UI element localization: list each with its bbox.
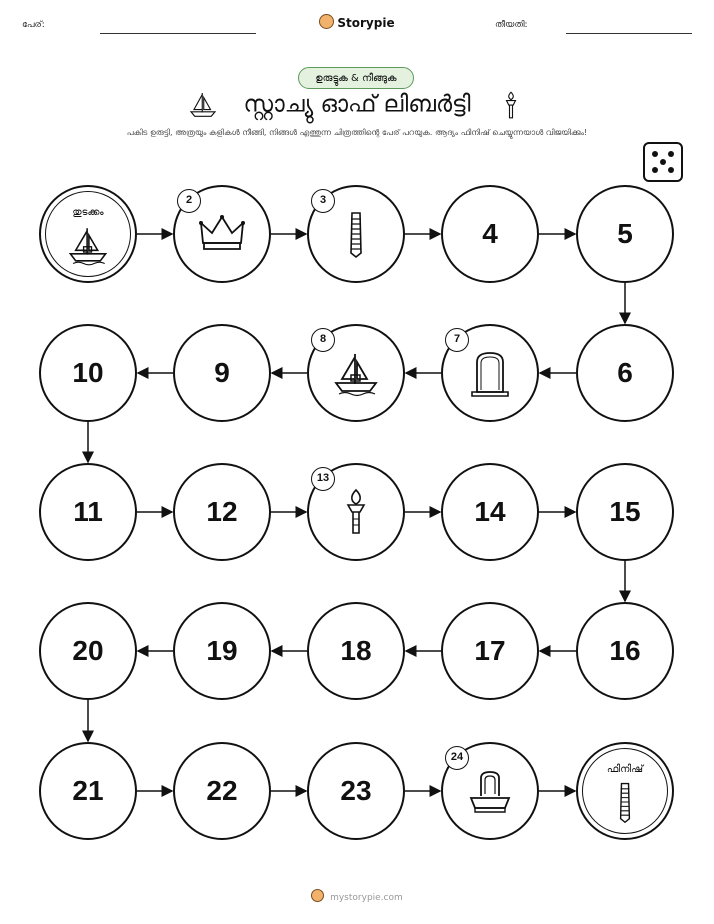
crown-icon: [197, 209, 247, 259]
space-number: 18: [340, 635, 372, 666]
boat-icon: [331, 348, 381, 398]
space-number: 5: [617, 218, 633, 249]
instructions: പകിട ഉരുട്ടി, അത്രയും കളികൾ നീങ്ങി, നിങ്ങൾ എത്തുന്ന ചിത്രത്തിന്റെ പേര് പറയുക. ആദ്യം ഫിനിഷ് ചെയ്യുന്നയാൾ വിജയിക്കും!: [126, 128, 588, 137]
name-label: പേര്:: [22, 20, 45, 30]
pedestal-icon: [465, 766, 515, 816]
space-number: 23: [340, 775, 372, 806]
game-tag: ഉരുട്ടുക & നീങ്ങുക: [298, 67, 414, 89]
board-space-12[interactable]: [173, 463, 271, 561]
board-space-15[interactable]: [576, 463, 674, 561]
space-number-badge: 7: [445, 328, 469, 352]
board-space-23[interactable]: [307, 742, 405, 840]
board-space-19[interactable]: [173, 602, 271, 700]
space-number: 6: [617, 357, 633, 388]
board-space-10[interactable]: [39, 324, 137, 422]
space-number: 11: [73, 496, 103, 527]
date-label: തീയതി:: [495, 20, 528, 30]
board-space-9[interactable]: [173, 324, 271, 422]
finish-space[interactable]: [576, 742, 674, 840]
start-label: തുടക്കം: [72, 207, 104, 218]
space-number: 22: [206, 775, 238, 806]
start-space[interactable]: [39, 185, 137, 283]
finish-label: ഫിനിഷ്: [606, 764, 644, 775]
bear-logo-icon: [311, 889, 324, 902]
space-number: 12: [206, 496, 238, 527]
tablet-icon: [331, 209, 381, 259]
space-number-badge: 8: [311, 328, 335, 352]
torch-icon: [331, 487, 381, 537]
space-number: 14: [474, 496, 506, 527]
space-number: 17: [474, 635, 506, 666]
space-number-badge: 2: [177, 189, 201, 213]
board-space-5[interactable]: [576, 185, 674, 283]
space-number: 16: [609, 635, 641, 666]
space-number: 9: [214, 357, 230, 388]
board-space-22[interactable]: [173, 742, 271, 840]
space-number: 4: [482, 218, 498, 249]
board-space-17[interactable]: [441, 602, 539, 700]
footer: [0, 889, 714, 903]
space-number: 10: [72, 357, 104, 388]
stone-slab-icon: [465, 348, 515, 398]
space-number-badge: 3: [311, 189, 335, 213]
space-number-badge: 24: [445, 746, 469, 770]
space-number: 19: [206, 635, 238, 666]
board-space-20[interactable]: [39, 602, 137, 700]
space-number: 20: [72, 635, 104, 666]
board-space-4[interactable]: [441, 185, 539, 283]
footer-link[interactable]: mystorypie.com: [330, 893, 403, 903]
space-number: 21: [72, 775, 104, 806]
title-text: സ്റ്റാച്യു ഓഫ് ലിബർട്ടി: [243, 91, 471, 118]
board-space-11[interactable]: [39, 463, 137, 561]
brand-name: Storypie: [337, 16, 395, 30]
space-number-badge: 13: [311, 467, 335, 491]
board-space-16[interactable]: [576, 602, 674, 700]
board-space-14[interactable]: [441, 463, 539, 561]
board-space-21[interactable]: [39, 742, 137, 840]
board-space-18[interactable]: [307, 602, 405, 700]
board-space-6[interactable]: [576, 324, 674, 422]
space-number: 15: [609, 496, 641, 527]
